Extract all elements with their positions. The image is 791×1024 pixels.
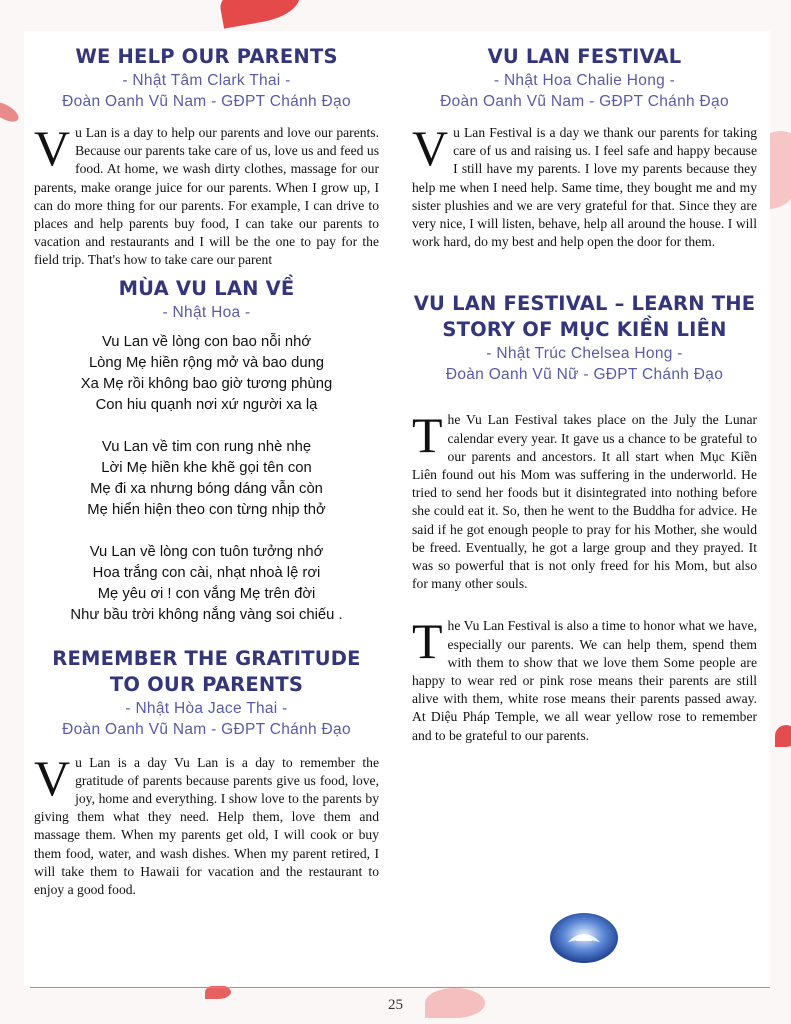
article-group: Đoàn Oanh Vũ Nam - GĐPT Chánh Đạo xyxy=(62,93,351,110)
article-author: - Nhật Trúc Chelsea Hong - xyxy=(486,345,683,363)
article-group: Đoàn Oanh Vũ Nữ - GĐPT Chánh Đạo xyxy=(445,366,724,384)
footer-rule xyxy=(30,987,770,988)
right-column xyxy=(412,44,757,745)
article-we-help-our-parents xyxy=(34,44,379,270)
poem-stanza xyxy=(34,542,379,626)
petal-decoration xyxy=(775,725,791,747)
article-group: Đoàn Oanh Vũ Nam - GĐPT Chánh Đạo xyxy=(440,93,729,110)
page-number: 25 xyxy=(388,997,403,1013)
poem-author: - Nhật Hoa - xyxy=(162,303,251,321)
article-title: VU LAN FESTIVAL – LEARN THE xyxy=(413,292,756,316)
article-paragraph: The Vu Lan Festival is also a time to honor what we have, especially our parents. We can help them, spend them with them to show that we love them Some people are happy to wear red or pink rose means their parents are still alive with them, white rose means their parents passed away. At Diệu Pháp Temple, we all wear yellow rose to remember and to be grateful to our parents. xyxy=(412,613,757,743)
article-author: - Nhật Tâm Clark Thai - xyxy=(122,72,291,89)
lotus-moon-emblem-icon xyxy=(548,908,620,964)
article-body: Vu Lan Festival is a day we thank our parents for taking care of us and raising us. I feel safe and happy because I still have my parents. I love my parents because they help me when I need help. Same time, they bought me and my sister plushies and we are very grateful for that. Since they are very nice, I will listen, behave, help all around the house. I will work hard, do my best and help open the door for them. xyxy=(412,120,757,250)
drop-cap: V xyxy=(412,120,449,176)
poem-line: Xa Mẹ rồi không bao giờ tương phùng xyxy=(80,375,333,392)
poem-line: Mẹ hiển hiện theo con từng nhịp thở xyxy=(87,501,326,518)
article-author: - Nhật Hoa Chalie Hong - xyxy=(493,72,676,89)
poem-line: Vu Lan về tim con rung nhè nhẹ xyxy=(101,438,312,455)
petal-decoration xyxy=(0,98,21,125)
poem-stanza xyxy=(34,332,379,416)
poem-line: Mẹ đi xa nhưng bóng dáng vẫn còn xyxy=(90,480,323,497)
poem-line: Vu Lan về lòng con tuôn tưởng nhớ xyxy=(89,543,324,560)
petal-decoration xyxy=(217,0,303,29)
poem-stanza xyxy=(34,437,379,521)
drop-cap: V xyxy=(34,120,71,176)
drop-cap: V xyxy=(34,749,71,806)
article-title: REMEMBER THE GRATITUDE xyxy=(52,646,361,670)
poem-line: Như bầu trời không nắng vàng soi chiếu . xyxy=(70,606,343,623)
article-body: Vu Lan is a day to help our parents and love our parents. Because our parents take care of us, love us and feed us food. At home, we wash dirty clothes, massage for our parents, make orange juice for our parents. When I grow up, I can do more thing for our parents. For example, I can drive to places and help parents buy food, I can take our parents to vacation and restaurants and I will be the one to pay for the field trip. That's how to take care our parent xyxy=(34,120,379,268)
article-vu-lan-festival xyxy=(412,44,757,251)
left-column xyxy=(34,44,379,899)
poem-line: Hoa trắng con cài, nhạt nhoà lệ rơi xyxy=(92,564,321,581)
article-learn-the-story-of-muc-kien-lien xyxy=(412,291,757,744)
poem-line: Lời Mẹ hiền khe khẽ gọi tên con xyxy=(101,459,312,476)
drop-cap: T xyxy=(412,613,443,670)
drop-cap: T xyxy=(412,407,443,464)
article-body: Vu Lan is a day Vu Lan is a day to remember the gratitude of parents because parents give us food, love, joy, home and everything. I show love to the parents by giving them what they need. Help them, love them and massage them. When my parents get old, I will cook or buy them food, water, and wash dishes. When my parent retired, I will take them to Hawaii for vacation and the restaurant to enjoy a good food. xyxy=(34,749,379,898)
article-title: WE HELP OUR PARENTS xyxy=(75,45,338,68)
poem-line: Lòng Mẹ hiền rộng mở và bao dung xyxy=(88,354,325,371)
article-paragraph: The Vu Lan Festival takes place on the July the Lunar calendar every year. It gave us a chance to be grateful to our parents and ancestors. It all start when Mục Kiền Liên found out his Mom was suffering in the underworld. He tried to send her foods but it disintegrated into nothing before she could eat it. So, then he went to the Buddha for advice. He said if he got enough people to pray for his Mother, she would be freed. Eventually, he got a large group and they prayed. It was so powerful that is not only freed for his Mom, but also for many other souls. xyxy=(412,407,757,592)
article-title: STORY OF MỤC KIỀN LIÊN xyxy=(442,318,727,342)
article-remember-the-gratitude xyxy=(34,646,379,900)
poem-line: Con hiu quạnh nơi xứ người xa lạ xyxy=(95,396,318,413)
article-group: Đoàn Oanh Vũ Nam - GĐPT Chánh Đạo xyxy=(62,720,351,738)
poem-mua-vu-lan-ve xyxy=(34,276,379,626)
poem-line: Mẹ yêu ơi ! con vắng Mẹ trên đời xyxy=(97,585,316,602)
article-author: - Nhật Hòa Jace Thai - xyxy=(125,699,288,717)
article-title: VU LAN FESTIVAL xyxy=(487,45,682,68)
poem-line: Vu Lan về lòng con bao nỗi nhớ xyxy=(101,333,312,350)
article-title: TO OUR PARENTS xyxy=(109,672,304,696)
poem-title: MÙA VU LAN VỀ xyxy=(118,276,295,300)
